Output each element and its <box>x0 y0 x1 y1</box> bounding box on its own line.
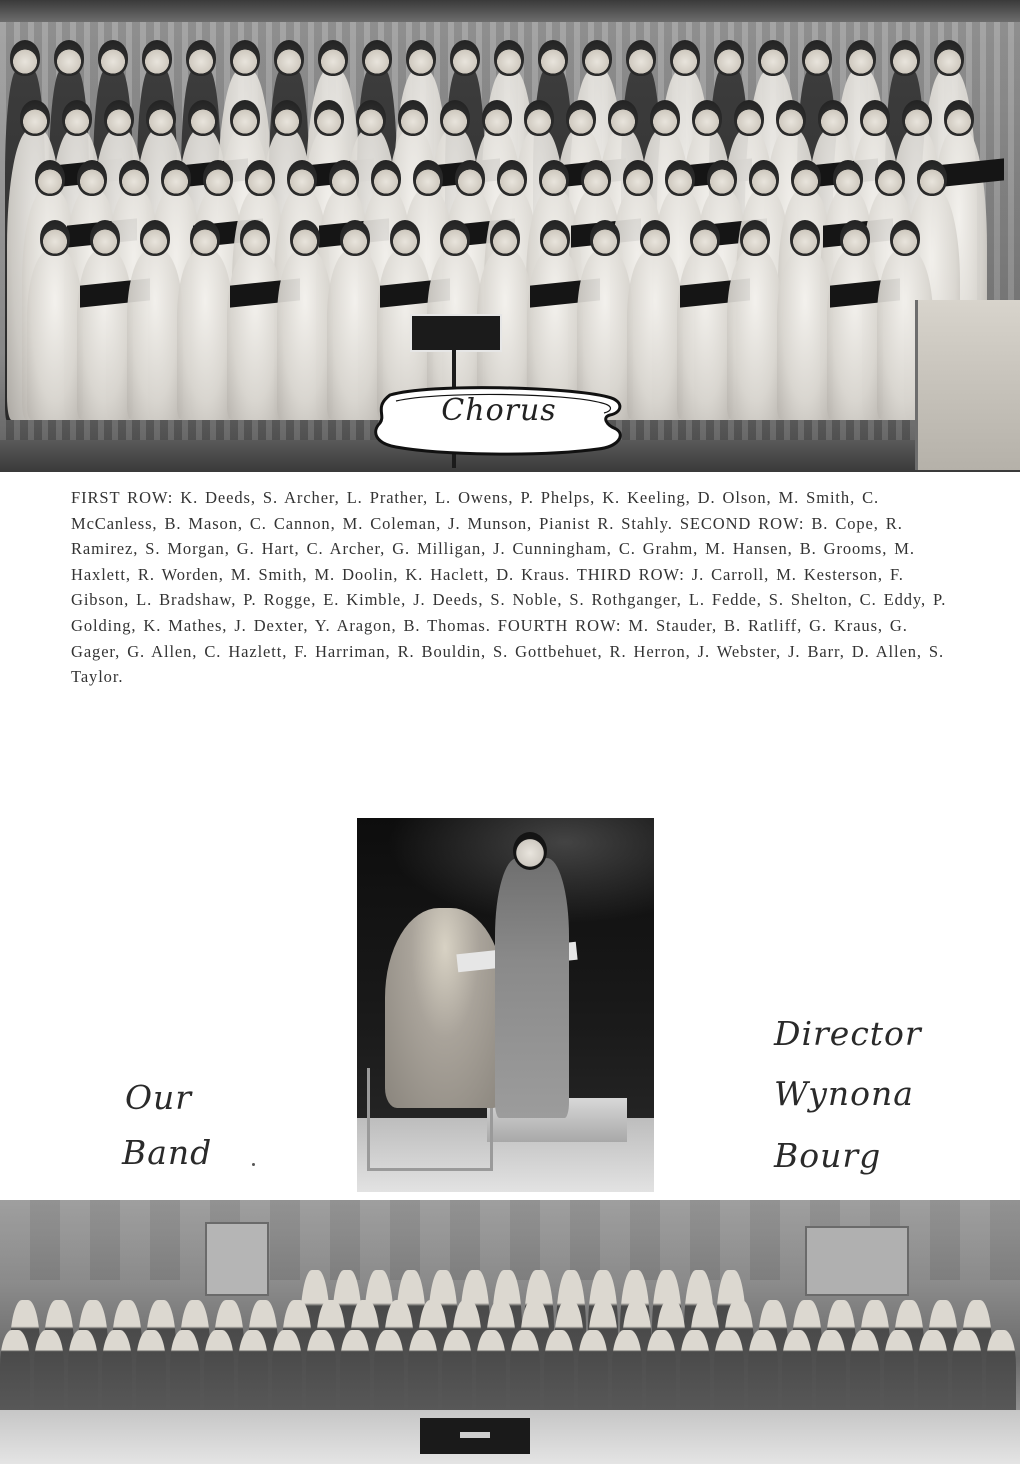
director-first-name: Wynona <box>774 1074 914 1113</box>
singer-gown <box>127 250 183 420</box>
singer-head <box>142 40 172 76</box>
band-member <box>850 1330 880 1420</box>
band-member <box>0 1330 30 1420</box>
singer-head <box>186 40 216 76</box>
singer-head <box>245 160 275 196</box>
band-member <box>748 1330 778 1420</box>
band-member <box>442 1330 472 1420</box>
band-member <box>680 1330 710 1420</box>
singer-head <box>714 40 744 76</box>
singer-gown <box>627 250 683 420</box>
band-member <box>102 1330 132 1420</box>
singer-head <box>934 40 964 76</box>
seated-musician <box>385 908 505 1108</box>
singer-head <box>860 100 890 136</box>
singer-head <box>590 220 620 256</box>
piano <box>915 300 1020 470</box>
singer-head <box>540 220 570 256</box>
singer-head <box>62 100 92 136</box>
gym-door-left <box>205 1222 269 1296</box>
singer-head <box>802 40 832 76</box>
singer-head <box>608 100 638 136</box>
band-member <box>272 1330 302 1420</box>
singer-head <box>917 160 947 196</box>
singer-head <box>54 40 84 76</box>
singer-head <box>482 100 512 136</box>
band-member <box>204 1330 234 1420</box>
ink-dot <box>252 1163 255 1166</box>
singer-head <box>406 40 436 76</box>
singer-head <box>455 160 485 196</box>
singer-head <box>287 160 317 196</box>
singer-head <box>440 100 470 136</box>
singer-head <box>626 40 656 76</box>
band-member <box>170 1330 200 1420</box>
singer-head <box>356 100 386 136</box>
singer-head <box>749 160 779 196</box>
singer-head <box>10 40 40 76</box>
podium-slot <box>460 1432 490 1438</box>
singer-head <box>40 220 70 256</box>
band-member <box>918 1330 948 1420</box>
singer-head <box>90 220 120 256</box>
singer-head <box>413 160 443 196</box>
singer-head <box>707 160 737 196</box>
singer-head <box>494 40 524 76</box>
chorus-caption: FIRST ROW: K. Deeds, S. Archer, L. Prather, L. Owens, P. Phelps, K. Keeling, D. Olson, M. Smith, C. McCanless, B. Mason, C. Cannon, M. Coleman, J. Munson, Pianist R. Stahly. SECOND ROW: B. Cope, R. Ramirez, S. Morgan, G. Hart, C. Archer, G. Milligan, J. Cunningham, C. Grahm, M. Hansen, B. Grooms, M. Haxlett, R. Worden, M. Smith, M. Doolin, K. Haclett, D. Kraus. THIRD ROW: J. Carroll, M. Kesterson, F. Gibson, L. Bradshaw, P. Rogge, E. Kimble, J. Deeds, S. Noble, S. Rothganger, L. Fedde, S. Shelton, C. Eddy, P. Golding, K. Mathes, J. Dexter, Y. Aragon, B. Thomas. FOURTH ROW: M. Stauder, B. Ratliff, G. Kraus, G. Gager, G. Allen, C. Hazlett, F. Harriman, R. Bouldin, S. Gottbehuet, R. Herron, J. Webster, J. Barr, D. Allen, S. Taylor. <box>71 488 947 687</box>
singer-head <box>390 220 420 256</box>
singer-head <box>272 100 302 136</box>
band-member <box>374 1330 404 1420</box>
singer-head <box>690 220 720 256</box>
singer-head <box>203 160 233 196</box>
singer-head <box>104 100 134 136</box>
singer-head <box>623 160 653 196</box>
singer-head <box>791 160 821 196</box>
band-label: Band <box>122 1133 213 1172</box>
singer-head <box>539 160 569 196</box>
singer-head <box>146 100 176 136</box>
band-member <box>408 1330 438 1420</box>
singer-head <box>340 220 370 256</box>
singer-head <box>582 40 612 76</box>
singer-head <box>758 40 788 76</box>
singer-head <box>230 100 260 136</box>
band-member <box>510 1330 540 1420</box>
chorus-title: Chorus <box>441 393 557 428</box>
singer-head <box>490 220 520 256</box>
singer-gown <box>277 250 333 420</box>
singer-head <box>161 160 191 196</box>
band-member <box>646 1330 676 1420</box>
music-stand <box>410 314 502 352</box>
singer-gown <box>727 250 783 420</box>
singer-head <box>524 100 554 136</box>
band-member <box>986 1330 1016 1420</box>
band-member <box>136 1330 166 1420</box>
director-label: Director <box>774 1014 922 1053</box>
singer-head <box>538 40 568 76</box>
singer-head <box>944 100 974 136</box>
singer-gown <box>827 250 883 420</box>
singer-gown <box>777 250 833 420</box>
band-member <box>884 1330 914 1420</box>
singer-head <box>240 220 270 256</box>
singer-gown <box>177 250 233 420</box>
singer-head <box>650 100 680 136</box>
singer-head <box>188 100 218 136</box>
singer-head <box>790 220 820 256</box>
singer-head <box>890 220 920 256</box>
gym-door-right <box>805 1226 909 1296</box>
singer-head <box>20 100 50 136</box>
singer-head <box>35 160 65 196</box>
singer-gown <box>77 250 133 420</box>
singer-head <box>740 220 770 256</box>
singer-head <box>314 100 344 136</box>
singer-head <box>890 40 920 76</box>
singer-head <box>902 100 932 136</box>
stage-curtain-valance <box>0 0 1020 22</box>
singer-head <box>98 40 128 76</box>
director-photo <box>357 818 654 1192</box>
band-member <box>306 1330 336 1420</box>
singer-head <box>190 220 220 256</box>
singer-head <box>274 40 304 76</box>
singer-head <box>497 160 527 196</box>
singer-head <box>581 160 611 196</box>
our-label: Our <box>125 1078 193 1117</box>
band-photo <box>0 1200 1020 1464</box>
singer-head <box>846 40 876 76</box>
singer-head <box>140 220 170 256</box>
singer-head <box>318 40 348 76</box>
band-member <box>578 1330 608 1420</box>
singer-head <box>398 100 428 136</box>
singer-head <box>230 40 260 76</box>
band-member <box>68 1330 98 1420</box>
band-member <box>782 1330 812 1420</box>
band-member <box>544 1330 574 1420</box>
singer-head <box>329 160 359 196</box>
singer-head <box>875 160 905 196</box>
singer-gown <box>227 250 283 420</box>
singer-head <box>665 160 695 196</box>
band-member <box>816 1330 846 1420</box>
singer-head <box>734 100 764 136</box>
singer-head <box>119 160 149 196</box>
singer-head <box>670 40 700 76</box>
singer-head <box>566 100 596 136</box>
singer-head <box>290 220 320 256</box>
singer-head <box>362 40 392 76</box>
singer-head <box>440 220 470 256</box>
band-member <box>238 1330 268 1420</box>
singer-head <box>833 160 863 196</box>
singer-head <box>450 40 480 76</box>
singer-head <box>371 160 401 196</box>
conductor-head <box>513 832 547 870</box>
director-last-name: Bourg <box>774 1136 882 1175</box>
singer-gown <box>27 250 83 420</box>
singer-head <box>840 220 870 256</box>
band-member <box>340 1330 370 1420</box>
singer-head <box>77 160 107 196</box>
singer-gown <box>677 250 733 420</box>
chorus-photo <box>0 0 1020 472</box>
singer-head <box>818 100 848 136</box>
chorus-title-badge <box>370 385 628 457</box>
band-member <box>952 1330 982 1420</box>
singer-head <box>640 220 670 256</box>
band-member <box>612 1330 642 1420</box>
conductor-figure <box>495 858 569 1118</box>
singer-head <box>692 100 722 136</box>
band-member <box>34 1330 64 1420</box>
singer-head <box>776 100 806 136</box>
band-member <box>714 1330 744 1420</box>
band-member <box>476 1330 506 1420</box>
